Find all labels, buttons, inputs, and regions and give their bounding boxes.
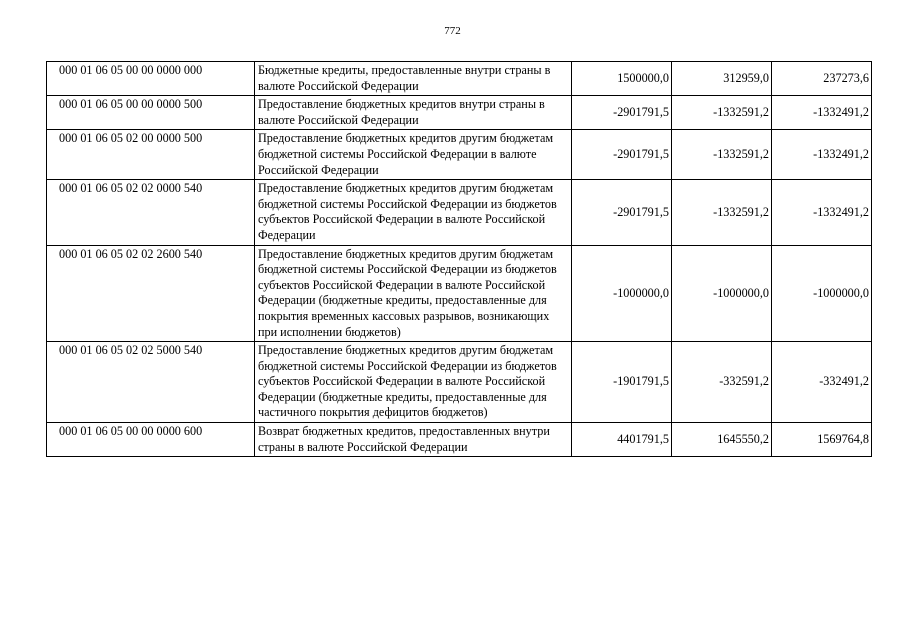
value-cell: 312959,0 — [672, 62, 772, 96]
value-cell: -1332491,2 — [772, 180, 872, 245]
value-cell: -1332491,2 — [772, 130, 872, 180]
table-row — [47, 245, 872, 342]
budget-table — [46, 61, 872, 457]
value-cell: -2901791,5 — [572, 130, 672, 180]
value-cell: 1645550,2 — [672, 423, 772, 457]
value-cell: -1332591,2 — [672, 180, 772, 245]
description-cell: Предоставление бюджетных кредитов другим бюджетам бюджетной системы Российской Федерации из бюджетов субъектов Российской Федерации в валюте Российской Федерации (бюджетные кредиты, предоставленные для покрытия временных кассовых разрывов, возникающих при исполнении бюджетов) — [255, 245, 572, 342]
description-cell: Бюджетные кредиты, предоставленные внутри страны в валюте Российской Федерации — [255, 62, 572, 96]
value-cell: -2901791,5 — [572, 180, 672, 245]
value-cell: -1000000,0 — [772, 245, 872, 342]
value-cell: 1569764,8 — [772, 423, 872, 457]
value-cell: -1000000,0 — [572, 245, 672, 342]
budget-code-cell: 000 01 06 05 02 02 5000 540 — [47, 342, 255, 423]
value-cell: -1332491,2 — [772, 96, 872, 130]
budget-code-cell: 000 01 06 05 02 02 0000 540 — [47, 180, 255, 245]
table-row — [47, 96, 872, 130]
description-cell: Предоставление бюджетных кредитов другим бюджетам бюджетной системы Российской Федерации из бюджетов субъектов Российской Федерации в валюте Российской Федерации — [255, 180, 572, 245]
description-cell: Возврат бюджетных кредитов, предоставленных внутри страны в валюте Российской Федерации — [255, 423, 572, 457]
budget-code-cell: 000 01 06 05 00 00 0000 600 — [47, 423, 255, 457]
table-row — [47, 180, 872, 245]
description-cell: Предоставление бюджетных кредитов другим бюджетам бюджетной системы Российской Федерации в валюте Российской Федерации — [255, 130, 572, 180]
value-cell: -332491,2 — [772, 342, 872, 423]
value-cell: -1332591,2 — [672, 96, 772, 130]
table-row — [47, 423, 872, 457]
value-cell: 1500000,0 — [572, 62, 672, 96]
table-row — [47, 342, 872, 423]
page-number: 772 — [444, 25, 461, 37]
value-cell: -2901791,5 — [572, 96, 672, 130]
value-cell: -332591,2 — [672, 342, 772, 423]
budget-code-cell: 000 01 06 05 02 00 0000 500 — [47, 130, 255, 180]
description-cell: Предоставление бюджетных кредитов другим бюджетам бюджетной системы Российской Федерации из бюджетов субъектов Российской Федерации в валюте Российской Федерации (бюджетные кредиты, предоставленные для частичного покрытия дефицитов бюджетов) — [255, 342, 572, 423]
value-cell: -1901791,5 — [572, 342, 672, 423]
value-cell: 4401791,5 — [572, 423, 672, 457]
description-cell: Предоставление бюджетных кредитов внутри страны в валюте Российской Федерации — [255, 96, 572, 130]
table-row — [47, 130, 872, 180]
budget-code-cell: 000 01 06 05 00 00 0000 500 — [47, 96, 255, 130]
budget-code-cell: 000 01 06 05 00 00 0000 000 — [47, 62, 255, 96]
value-cell: 237273,6 — [772, 62, 872, 96]
value-cell: -1332591,2 — [672, 130, 772, 180]
table-row — [47, 62, 872, 96]
value-cell: -1000000,0 — [672, 245, 772, 342]
budget-code-cell: 000 01 06 05 02 02 2600 540 — [47, 245, 255, 342]
